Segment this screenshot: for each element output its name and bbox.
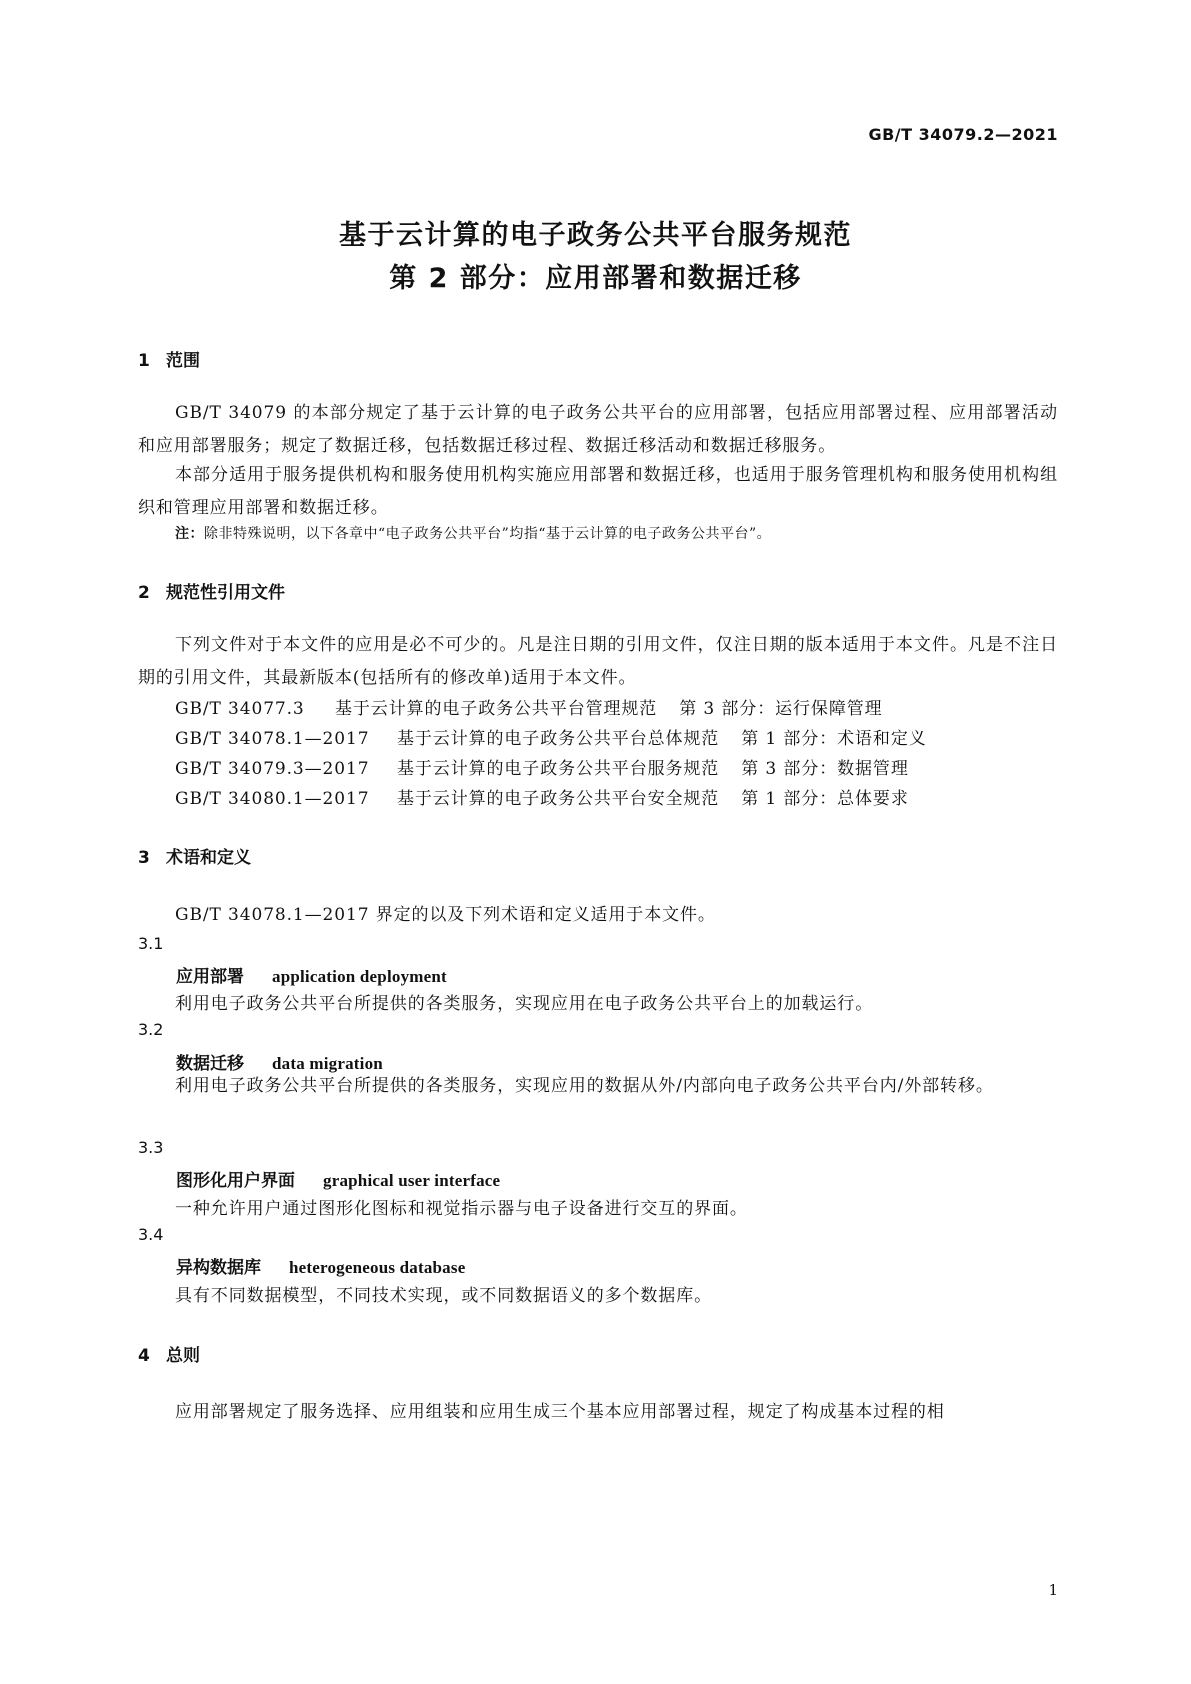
reference-title: 基于云计算的电子政务公共平台服务规范	[397, 759, 720, 779]
reference-item	[175, 694, 883, 719]
section-1-paragraph-2: 本部分适用于服务提供机构和服务使用机构实施应用部署和数据迁移，也适用于服务管理机构和服务使用机构组织和管理应用部署和数据迁移。	[138, 465, 1058, 518]
reference-part: 第 3 部分：数据管理	[741, 759, 909, 779]
section-1-paragraph-1: GB/T 34079 的本部分规定了基于云计算的电子政务公共平台的应用部署，包括应用部署过程、应用部署活动和应用部署服务；规定了数据迁移，包括数据迁移过程、数据迁移活动和数据迁移服务。	[138, 403, 1058, 456]
section-4-paragraph-1: 应用部署规定了服务选择、应用组装和应用生成三个基本应用部署过程，规定了构成基本过程的相	[175, 1402, 945, 1422]
term-number: 3.2	[138, 1020, 164, 1039]
term-name-en: heterogeneous database	[289, 1258, 466, 1277]
term-name-zh: 图形化用户界面	[176, 1171, 295, 1191]
term-name	[176, 1253, 465, 1278]
term-definition: 利用电子政务公共平台所提供的各类服务，实现应用的数据从外/内部向电子政务公共平台内/外部转移。	[175, 1076, 994, 1096]
reference-code: GB/T 34078.1—2017	[175, 729, 370, 749]
term-name-zh: 异构数据库	[176, 1258, 261, 1278]
reference-code: GB/T 34079.3—2017	[175, 759, 370, 779]
section-number: 4	[138, 1346, 150, 1366]
term-name-en: application deployment	[272, 967, 447, 986]
term-name-en: graphical user interface	[323, 1171, 501, 1190]
page-number: 1	[1048, 1581, 1058, 1599]
section-4-heading	[138, 1341, 200, 1366]
document-title: 基于云计算的电子政务公共平台服务规范	[339, 220, 852, 251]
term-name	[176, 962, 447, 987]
term-name-zh: 应用部署	[176, 967, 244, 987]
section-number: 3	[138, 848, 150, 868]
term-definition: 一种允许用户通过图形化图标和视觉指示器与电子设备进行交互的界面。	[175, 1199, 748, 1219]
reference-item	[175, 784, 909, 809]
reference-title: 基于云计算的电子政务公共平台总体规范	[397, 729, 720, 749]
reference-title: 基于云计算的电子政务公共平台管理规范	[335, 699, 658, 719]
section-title: 术语和定义	[166, 848, 251, 868]
section-2-paragraph-1: 下列文件对于本文件的应用是必不可少的。凡是注日期的引用文件，仅注日期的版本适用于本文件。凡是不注日期的引用文件，其最新版本(包括所有的修改单)适用于本文件。	[138, 635, 1058, 688]
section-3-heading	[138, 843, 251, 868]
section-title: 总则	[166, 1346, 200, 1366]
section-number: 2	[138, 583, 150, 603]
section-title: 范围	[166, 351, 200, 371]
term-name-zh: 数据迁移	[176, 1054, 244, 1074]
reference-part: 第 1 部分：总体要求	[741, 789, 909, 809]
section-number: 1	[138, 351, 150, 371]
term-number: 3.4	[138, 1225, 164, 1244]
document-subtitle: 第 2 部分：应用部署和数据迁移	[389, 263, 802, 294]
reference-part: 第 1 部分：术语和定义	[741, 729, 927, 749]
term-name-en: data migration	[272, 1054, 383, 1073]
note-label: 注：	[175, 526, 204, 542]
reference-item	[175, 754, 909, 779]
reference-code: GB/T 34080.1—2017	[175, 789, 370, 809]
term-number: 3.1	[138, 934, 164, 953]
section-1-heading	[138, 346, 200, 371]
reference-part: 第 3 部分：运行保障管理	[679, 699, 883, 719]
term-number: 3.3	[138, 1138, 164, 1157]
note-text: 除非特殊说明，以下各章中“电子政务公共平台”均指“基于云计算的电子政务公共平台”。	[204, 526, 772, 542]
section-3-intro: GB/T 34078.1—2017 界定的以及下列术语和定义适用于本文件。	[175, 905, 716, 925]
reference-title: 基于云计算的电子政务公共平台安全规范	[397, 789, 720, 809]
term-definition: 利用电子政务公共平台所提供的各类服务，实现应用在电子政务公共平台上的加载运行。	[175, 994, 874, 1014]
reference-item	[175, 724, 927, 749]
term-name	[176, 1166, 500, 1191]
section-2-heading	[138, 578, 285, 603]
term-definition: 具有不同数据模型，不同技术实现，或不同数据语义的多个数据库。	[175, 1286, 712, 1306]
section-1-note	[175, 523, 771, 543]
reference-code: GB/T 34077.3	[175, 699, 305, 719]
standard-code: GB/T 34079.2—2021	[868, 125, 1058, 144]
section-title: 规范性引用文件	[166, 583, 285, 603]
